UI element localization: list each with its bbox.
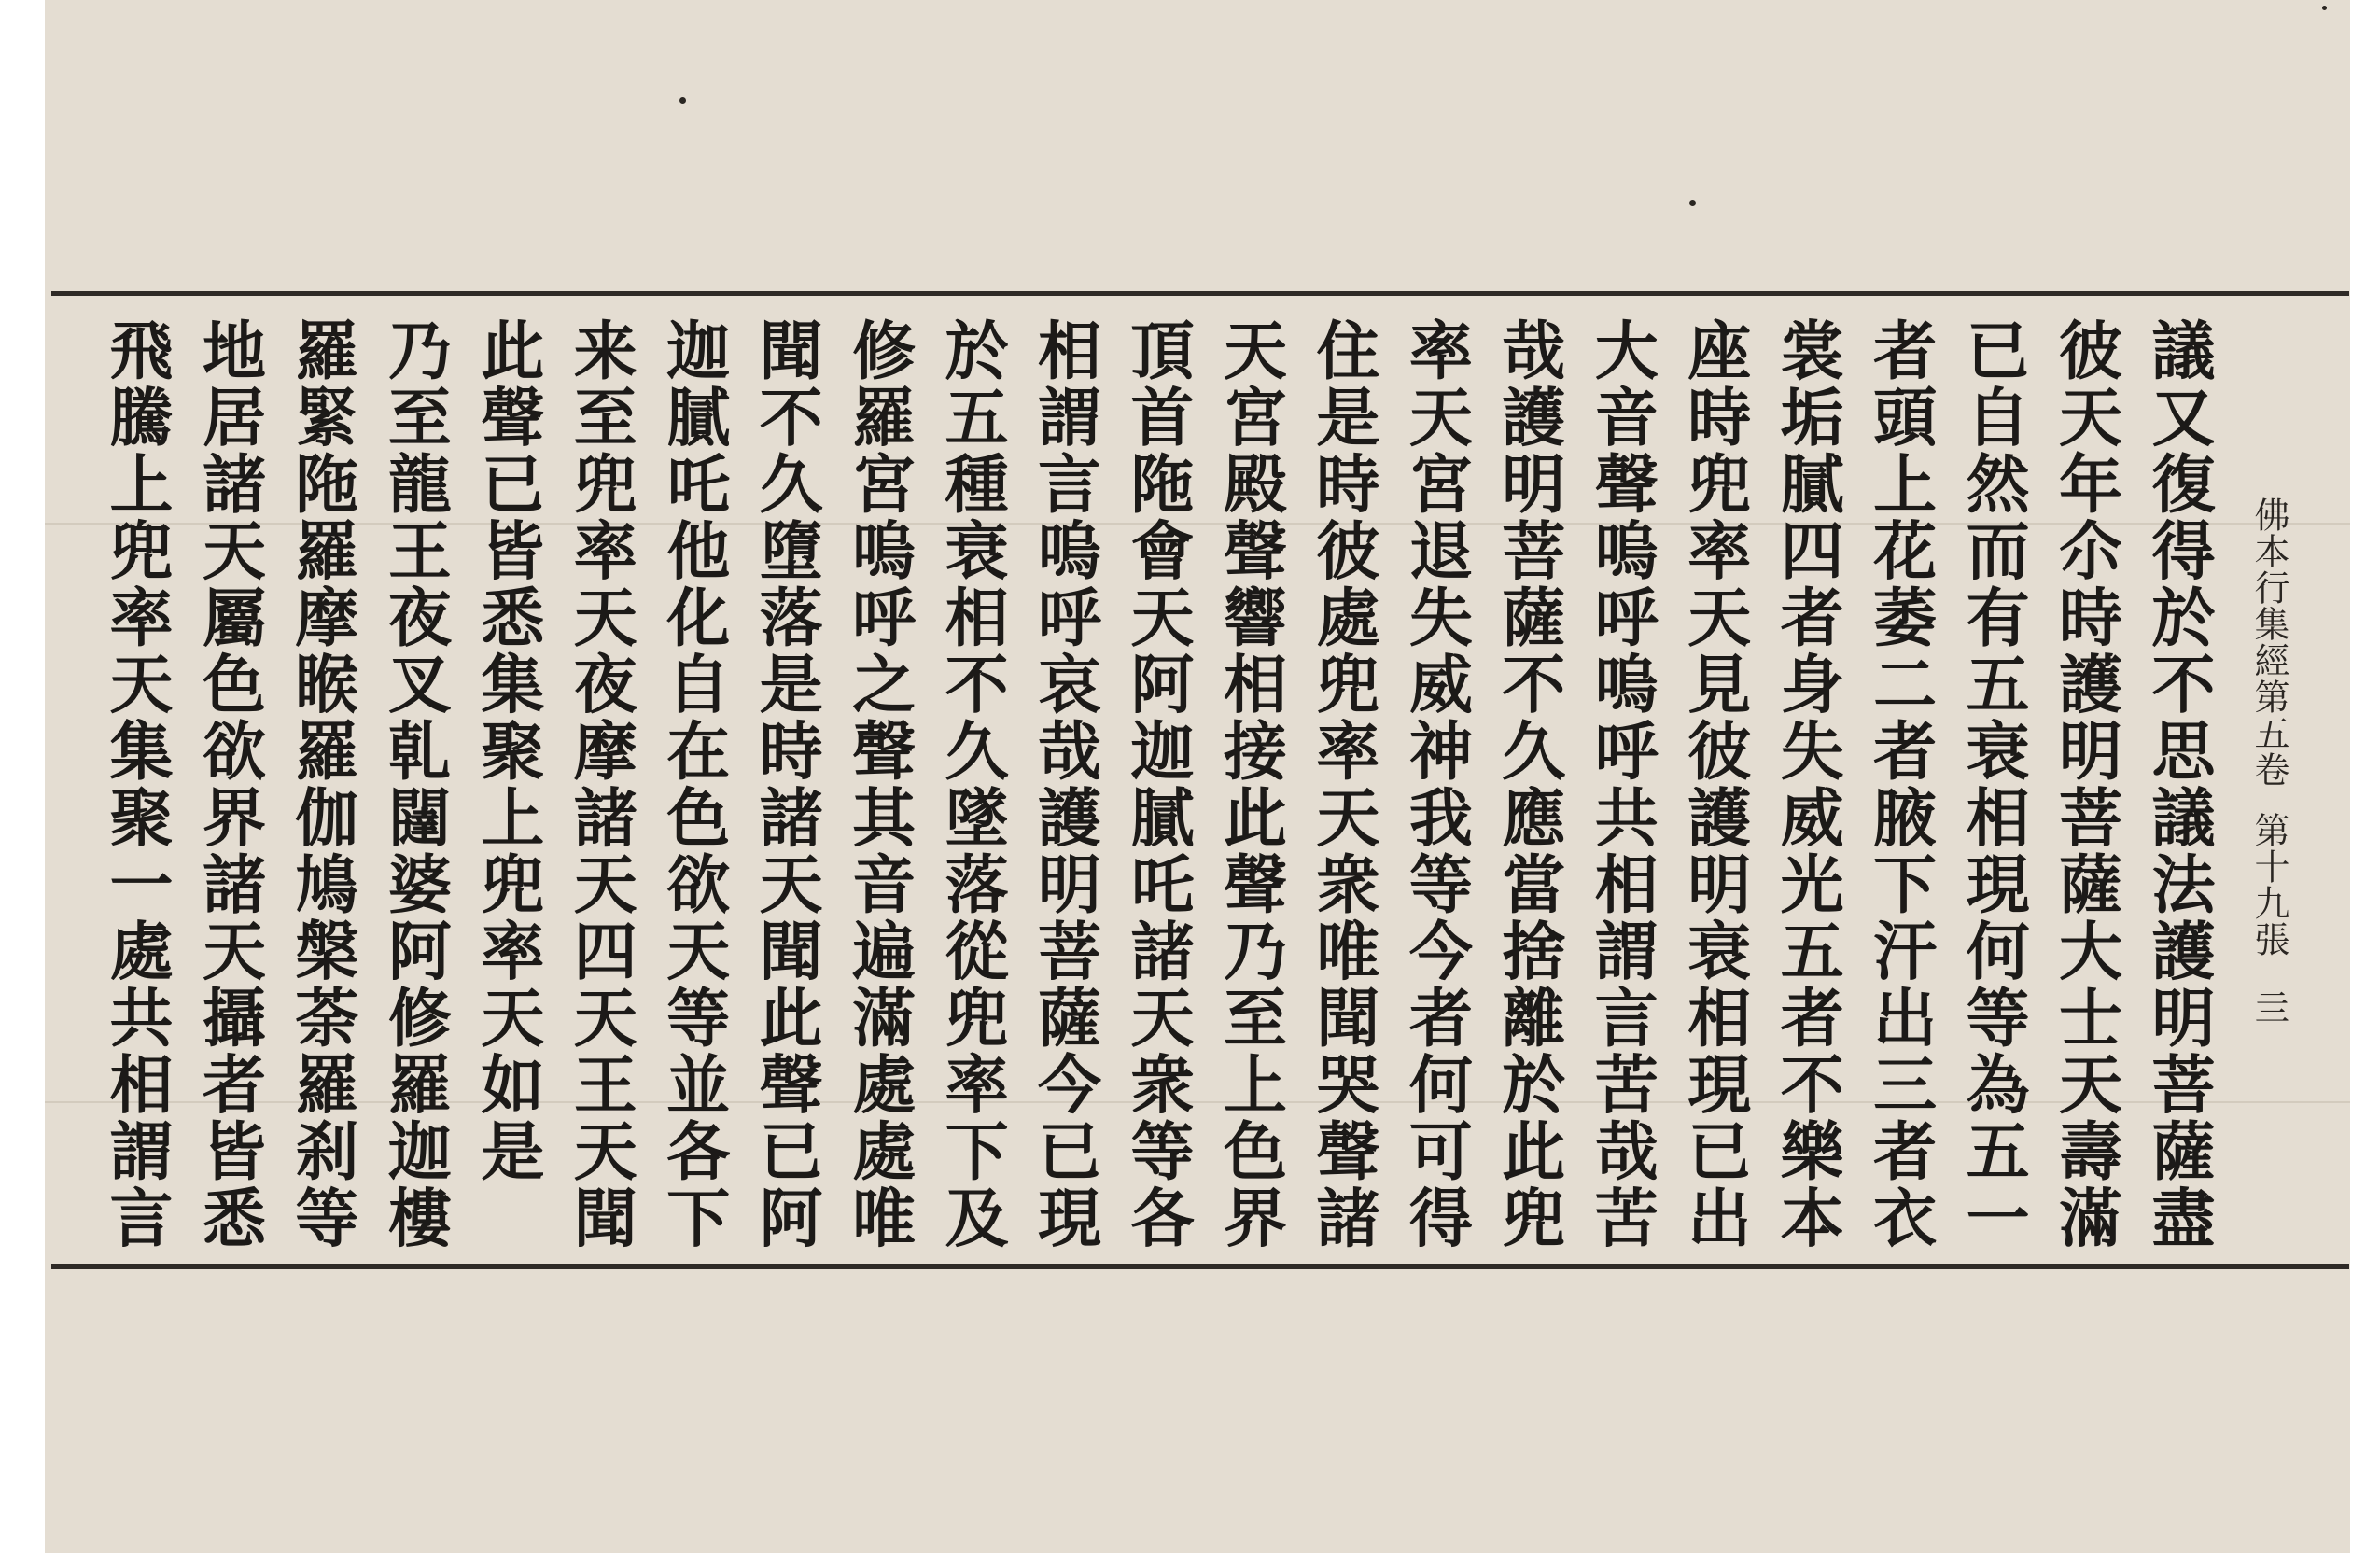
text-block <box>93 317 2221 1251</box>
text-column <box>1764 317 1850 1251</box>
text-column <box>93 317 179 1251</box>
text-column <box>1578 317 1664 1251</box>
text-column <box>1486 317 1572 1251</box>
text-column <box>1114 317 1200 1251</box>
column-text: 於五種衰相不久墜落從兜率下及 <box>934 317 1010 1252</box>
column-text: 迦膩吒他化自在色欲天等並各下 <box>655 317 731 1252</box>
text-column <box>557 317 643 1251</box>
column-text: 議又復得於不思議法護明菩薩盡 <box>2140 317 2216 1252</box>
column-text: 住是時彼處兜率天衆唯聞哭聲諸 <box>1305 317 1380 1252</box>
text-column <box>1022 317 1108 1251</box>
text-column <box>465 317 551 1251</box>
sheet-number: 第十九張 <box>2248 812 2289 958</box>
frame-rule-top <box>51 291 2349 296</box>
text-column <box>186 317 272 1251</box>
column-text: 頂首陁會天阿迦膩吒諸天衆等各 <box>1119 317 1195 1252</box>
column-text: 者頭上花萎二者腋下汗出三者衣 <box>1862 317 1938 1252</box>
column-text: 大音聲嗚呼嗚呼共相謂言苦哉苦 <box>1584 317 1659 1252</box>
ink-speck <box>1689 200 1696 206</box>
text-column <box>279 317 365 1251</box>
text-column <box>836 317 922 1251</box>
column-text: 已自然而有五衰相現何等為五一 <box>1955 317 2031 1252</box>
column-text: 此聲已皆悉集聚上兜率天如是 <box>469 317 545 1185</box>
column-text: 羅緊陁羅摩睺羅伽鳩槃荼羅刹等 <box>284 317 359 1252</box>
text-column <box>1857 317 1943 1251</box>
text-column <box>1207 317 1293 1251</box>
column-text: 率天宮退失威神我等今者何可得 <box>1398 317 1474 1252</box>
text-column <box>2135 317 2221 1251</box>
column-text: 座時兜率天見彼護明衰相現已出 <box>1676 317 1752 1252</box>
frame-rule-bottom <box>51 1264 2349 1269</box>
ink-speck <box>2322 6 2327 10</box>
margin-title: 佛本行集經第五卷 <box>2248 497 2289 788</box>
column-text: 聞不久墮落是時諸天聞此聲已阿 <box>749 317 824 1252</box>
column-text: 相謂言嗚呼哀哉護明菩薩今已現 <box>1027 317 1102 1252</box>
text-column <box>1672 317 1757 1251</box>
text-column <box>2043 317 2129 1251</box>
margin-heading <box>2245 497 2293 1122</box>
text-column <box>1950 317 2036 1251</box>
column-text: 地居諸天屬色欲界諸天攝者皆悉 <box>191 317 267 1252</box>
column-text: 天宮殿聲響相接此聲乃至上色界 <box>1212 317 1288 1252</box>
text-column <box>743 317 829 1251</box>
text-column <box>651 317 736 1251</box>
text-column <box>1300 317 1386 1251</box>
column-text: 哉護明菩薩不久應當捨離於此兜 <box>1491 317 1566 1252</box>
text-column <box>1393 317 1478 1251</box>
page-number: 亖 <box>2248 989 2289 1026</box>
column-text: 修羅宮嗚呼之聲其音遍滿處處唯 <box>841 317 917 1252</box>
ink-speck <box>679 97 686 104</box>
text-column <box>371 317 457 1251</box>
text-column <box>929 317 1015 1251</box>
column-text: 飛騰上兜率天集聚一處共相謂言 <box>99 317 174 1252</box>
column-text: 彼天年尒時護明菩薩大士天壽滿 <box>2048 317 2123 1252</box>
column-text: 乃至龍王夜叉乹闥婆阿修羅迦樓 <box>377 317 453 1252</box>
column-text: 裳垢膩四者身失威光五者不樂本 <box>1770 317 1845 1252</box>
column-text: 来至兜率天夜摩諸天四天王天聞 <box>563 317 638 1252</box>
